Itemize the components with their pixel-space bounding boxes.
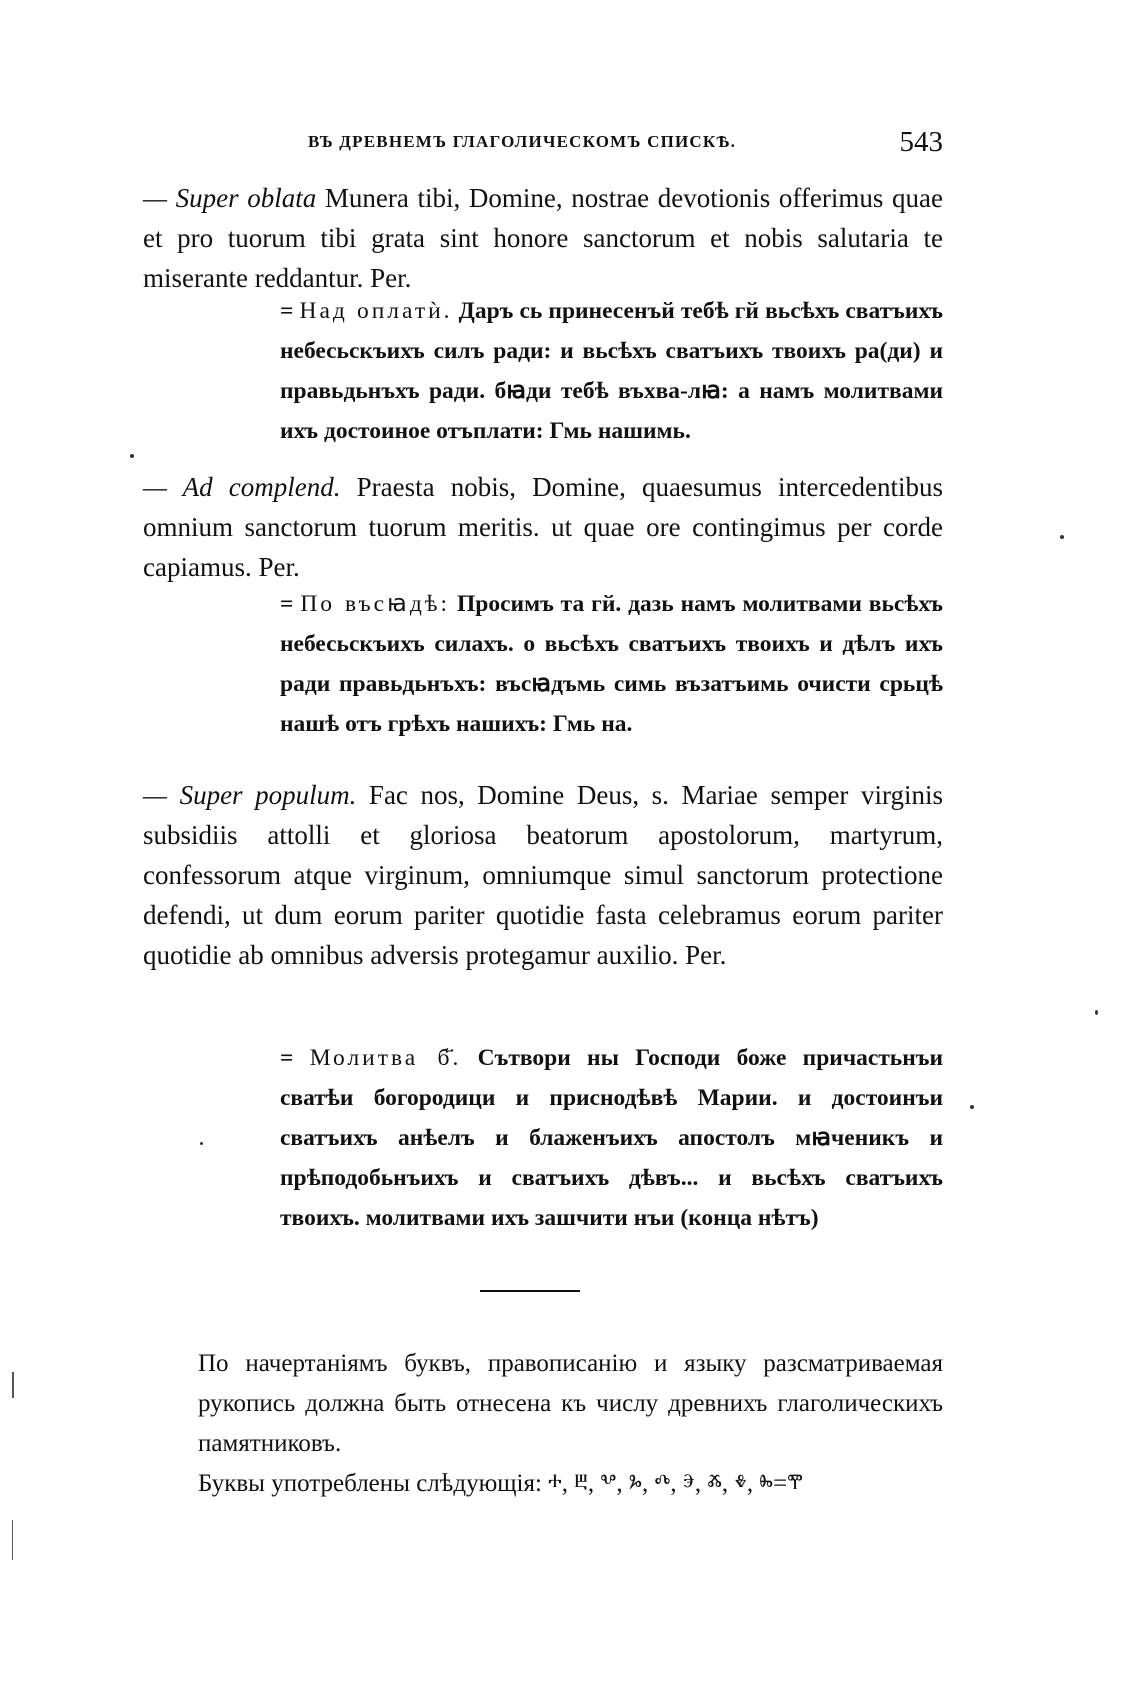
paragraph-text: Даръ сь принесенъй тебѣ гй вьсѣхъ сватъихъ небесьскъихъ силъ ради: и вьсѣхъ сватъихъ твоихъ ра(ди) и правьдьнъхъ ради. бꙗди тебѣ въхва-лꙗ: а намъ молитвами ихъ достоиное отъплати: Гмь нашимь. <box>280 298 943 444</box>
running-head <box>143 128 943 168</box>
scan-speck <box>130 454 134 458</box>
scan-speck <box>200 1142 203 1145</box>
equals-sign: = <box>280 1045 310 1071</box>
scan-speck <box>970 1105 974 1109</box>
rubric-super-populum: — Super populum. <box>143 780 357 810</box>
paragraph-nad-oplatie <box>280 291 943 451</box>
equals-sign: = <box>280 298 300 324</box>
paragraph-molitva-2 <box>280 1038 943 1238</box>
margin-mark <box>12 1372 14 1398</box>
paragraph-po-vyskhde <box>280 584 943 744</box>
paragraph-text: Просимъ та гй. дазь намъ молитвами вьсѣхъ небесьскъихъ силахъ. о вьсѣхъ сватъихъ твоихъ и дѣлъ ихъ ради правьдьнъхъ: въсꙗдъмь симь възатъимь очисти срьцѣ нашѣ отъ грѣхъ нашихъ: Гмь на. <box>280 591 943 737</box>
rubric-nad-oplatie: Над оплатѝ. <box>299 298 453 324</box>
paragraph-super-populum <box>143 775 943 975</box>
paragraph-text: Сътвори ны Господи боже причастьнъи сватѣи богородици и приснодѣвѣ Марии. и достоинъи сватъихъ анѣелъ и блаженъихъ апостолъ мꙗченикъ и прѣподобьнъихъ и сватъихъ дѣвъ... и вьсѣхъ сватъихъ твоихъ. молитвами ихъ зашчити нъи (конца нѣтъ) <box>280 1045 943 1231</box>
paragraph-conclusion <box>198 1344 943 1464</box>
glagolitic-letters-text: Буквы употреблены слѣдующія: ⰰ, ⰱ, ⰲ, ⰳ, ⰴ, ⰵ, ⰶ, ⰷ, ⰸ=ⰹ <box>198 1470 803 1497</box>
paragraph-text: Fac nos, Domine Deus, s. Mariae semper virginis subsidiis attolli et gloriosa beatorum apostolorum, martyrum, confessorum atque virginum, omniumque simul sanctorum protectione defendi, ut dum eorum pariter quotidie fasta celebramus eorum pariter quotidie ab omnibus adversis protegamur auxilio. Per. <box>143 780 943 970</box>
paragraph-text: Munera tibi, Domine, nostrae devotionis offerimus quae et pro tuorum tibi grata sint honore sanctorum et nobis salutaria te miserante reddantur. Per. <box>143 183 943 293</box>
page-number: 543 <box>899 126 943 158</box>
paragraph-ad-complend <box>143 467 943 587</box>
section-divider <box>480 1290 580 1292</box>
equals-sign: = <box>280 591 301 617</box>
rubric-po-vyskhde: По въсꙗдѣ: <box>300 591 451 617</box>
rubric-molitva-2: Молитва б҃. <box>309 1045 462 1071</box>
rubric-ad-complend: — Ad complend. <box>143 472 341 502</box>
paragraph-letter-list <box>198 1464 943 1504</box>
paragraph-text: По начертаніямъ буквъ, правописанію и языку разсматриваемая рукопись должна быть отнесена къ числу древнихъ глаголическихъ памятниковъ. <box>198 1350 943 1457</box>
rubric-super-oblata: — Super oblata <box>143 183 317 213</box>
scan-speck <box>1095 1010 1098 1015</box>
paragraph-text: Praesta nobis, Domine, quaesumus intercedentibus omnium sanctorum tuorum meritis. ut quae ore contingimus per corde capiamus. Per. <box>143 472 943 582</box>
paragraph-super-oblata <box>143 178 943 298</box>
margin-mark <box>12 1520 13 1560</box>
running-title: ВЪ ДРЕВНЕМЪ ГЛАГОЛИЧЕСКОМЪ СПИСКѢ. <box>308 132 737 151</box>
scan-speck <box>1060 535 1064 539</box>
